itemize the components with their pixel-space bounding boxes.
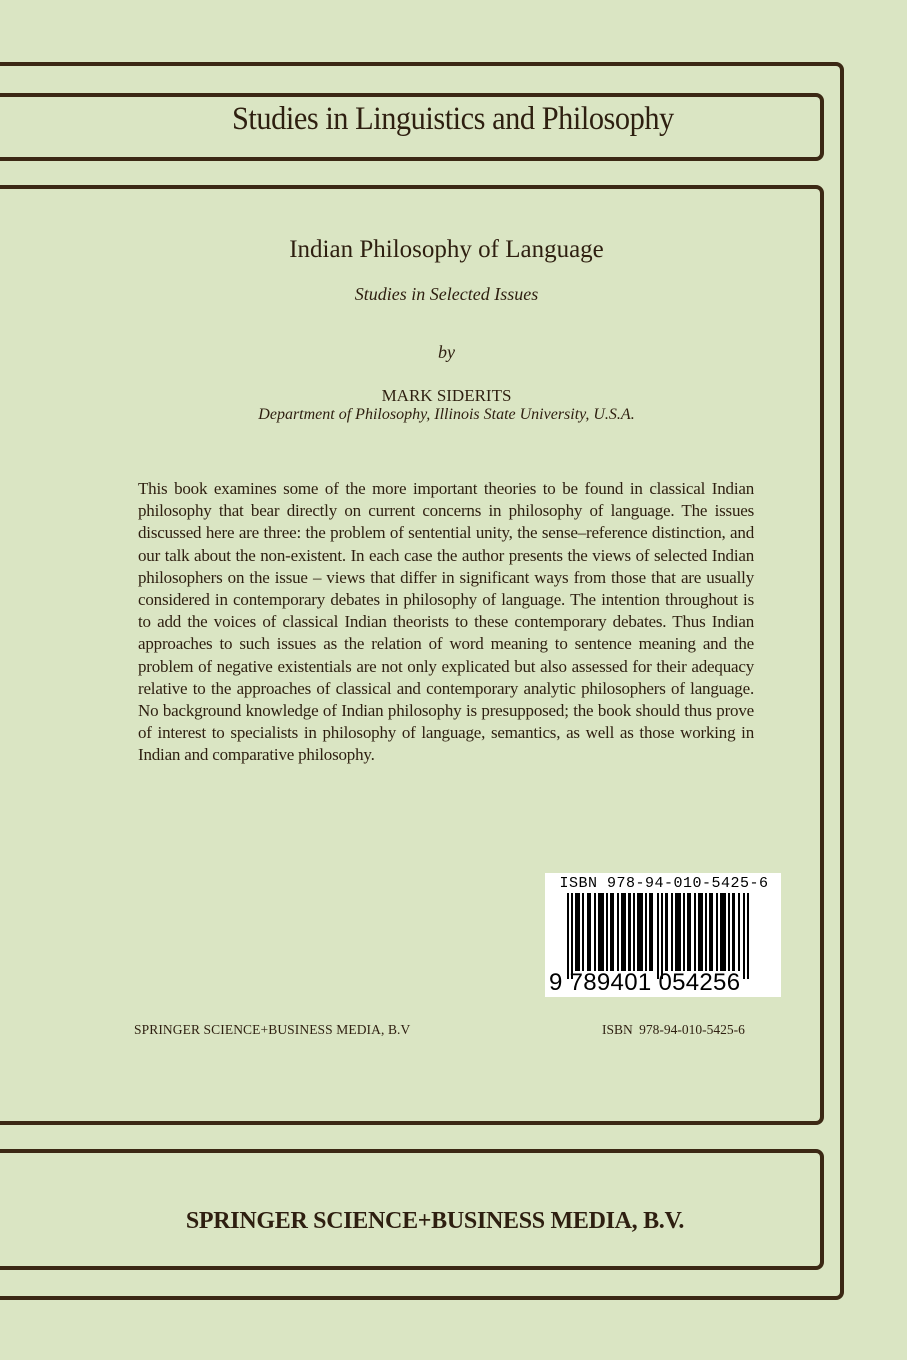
- author-name: MARK SIDERITS: [381, 386, 512, 405]
- publisher-name: SPRINGER SCIENCE+BUSINESS MEDIA, B.V.: [185, 1208, 685, 1234]
- isbn-barcode: [545, 873, 781, 997]
- by-line: by: [438, 342, 455, 362]
- barcode-bars-icon: [567, 893, 757, 979]
- barcode-isbn-label: ISBN 978-94-010-5425-6: [559, 875, 769, 892]
- book-description: This book examines some of the more important theories to be found in classical Indian philosophy that bear directly on current concerns in philosophy of language. The issues discussed here are three: the problem of sentential unity, the sense–reference distinction, and our talk about the non-existent. In each case the author presents the views of selected Indian philosophers on the issue – views that differ in significant ways from those that are usually considered in contemporary debates in philosophy of language. The intention throughout is to add the voices of classical Indian theorists to these contemporary debates. Thus Indian approaches to such issues as the relation of word meaning to sentence meaning and the problem of negative existentials are not only explicated but also assessed for their adequacy relative to the approaches of classical and contemporary analytic philosophers of language. No background knowledge of Indian philosophy is presupposed; the book should thus prove of interest to specialists in philosophy of language, semantics, as well as those working in Indian and comparative philosophy.: [138, 479, 754, 765]
- book-title: Indian Philosophy of Language: [289, 236, 604, 263]
- barcode-digits: 9 789401 054256: [549, 969, 741, 996]
- imprint-publisher: SPRINGER SCIENCE+BUSINESS MEDIA, B.V: [134, 1022, 411, 1037]
- series-title: Studies in Linguistics and Philosophy: [231, 101, 674, 137]
- imprint-isbn: ISBN 978-94-010-5425-6: [602, 1022, 745, 1037]
- book-subtitle: Studies in Selected Issues: [354, 284, 539, 304]
- author-affiliation: Department of Philosophy, Illinois State University, U.S.A.: [258, 406, 635, 423]
